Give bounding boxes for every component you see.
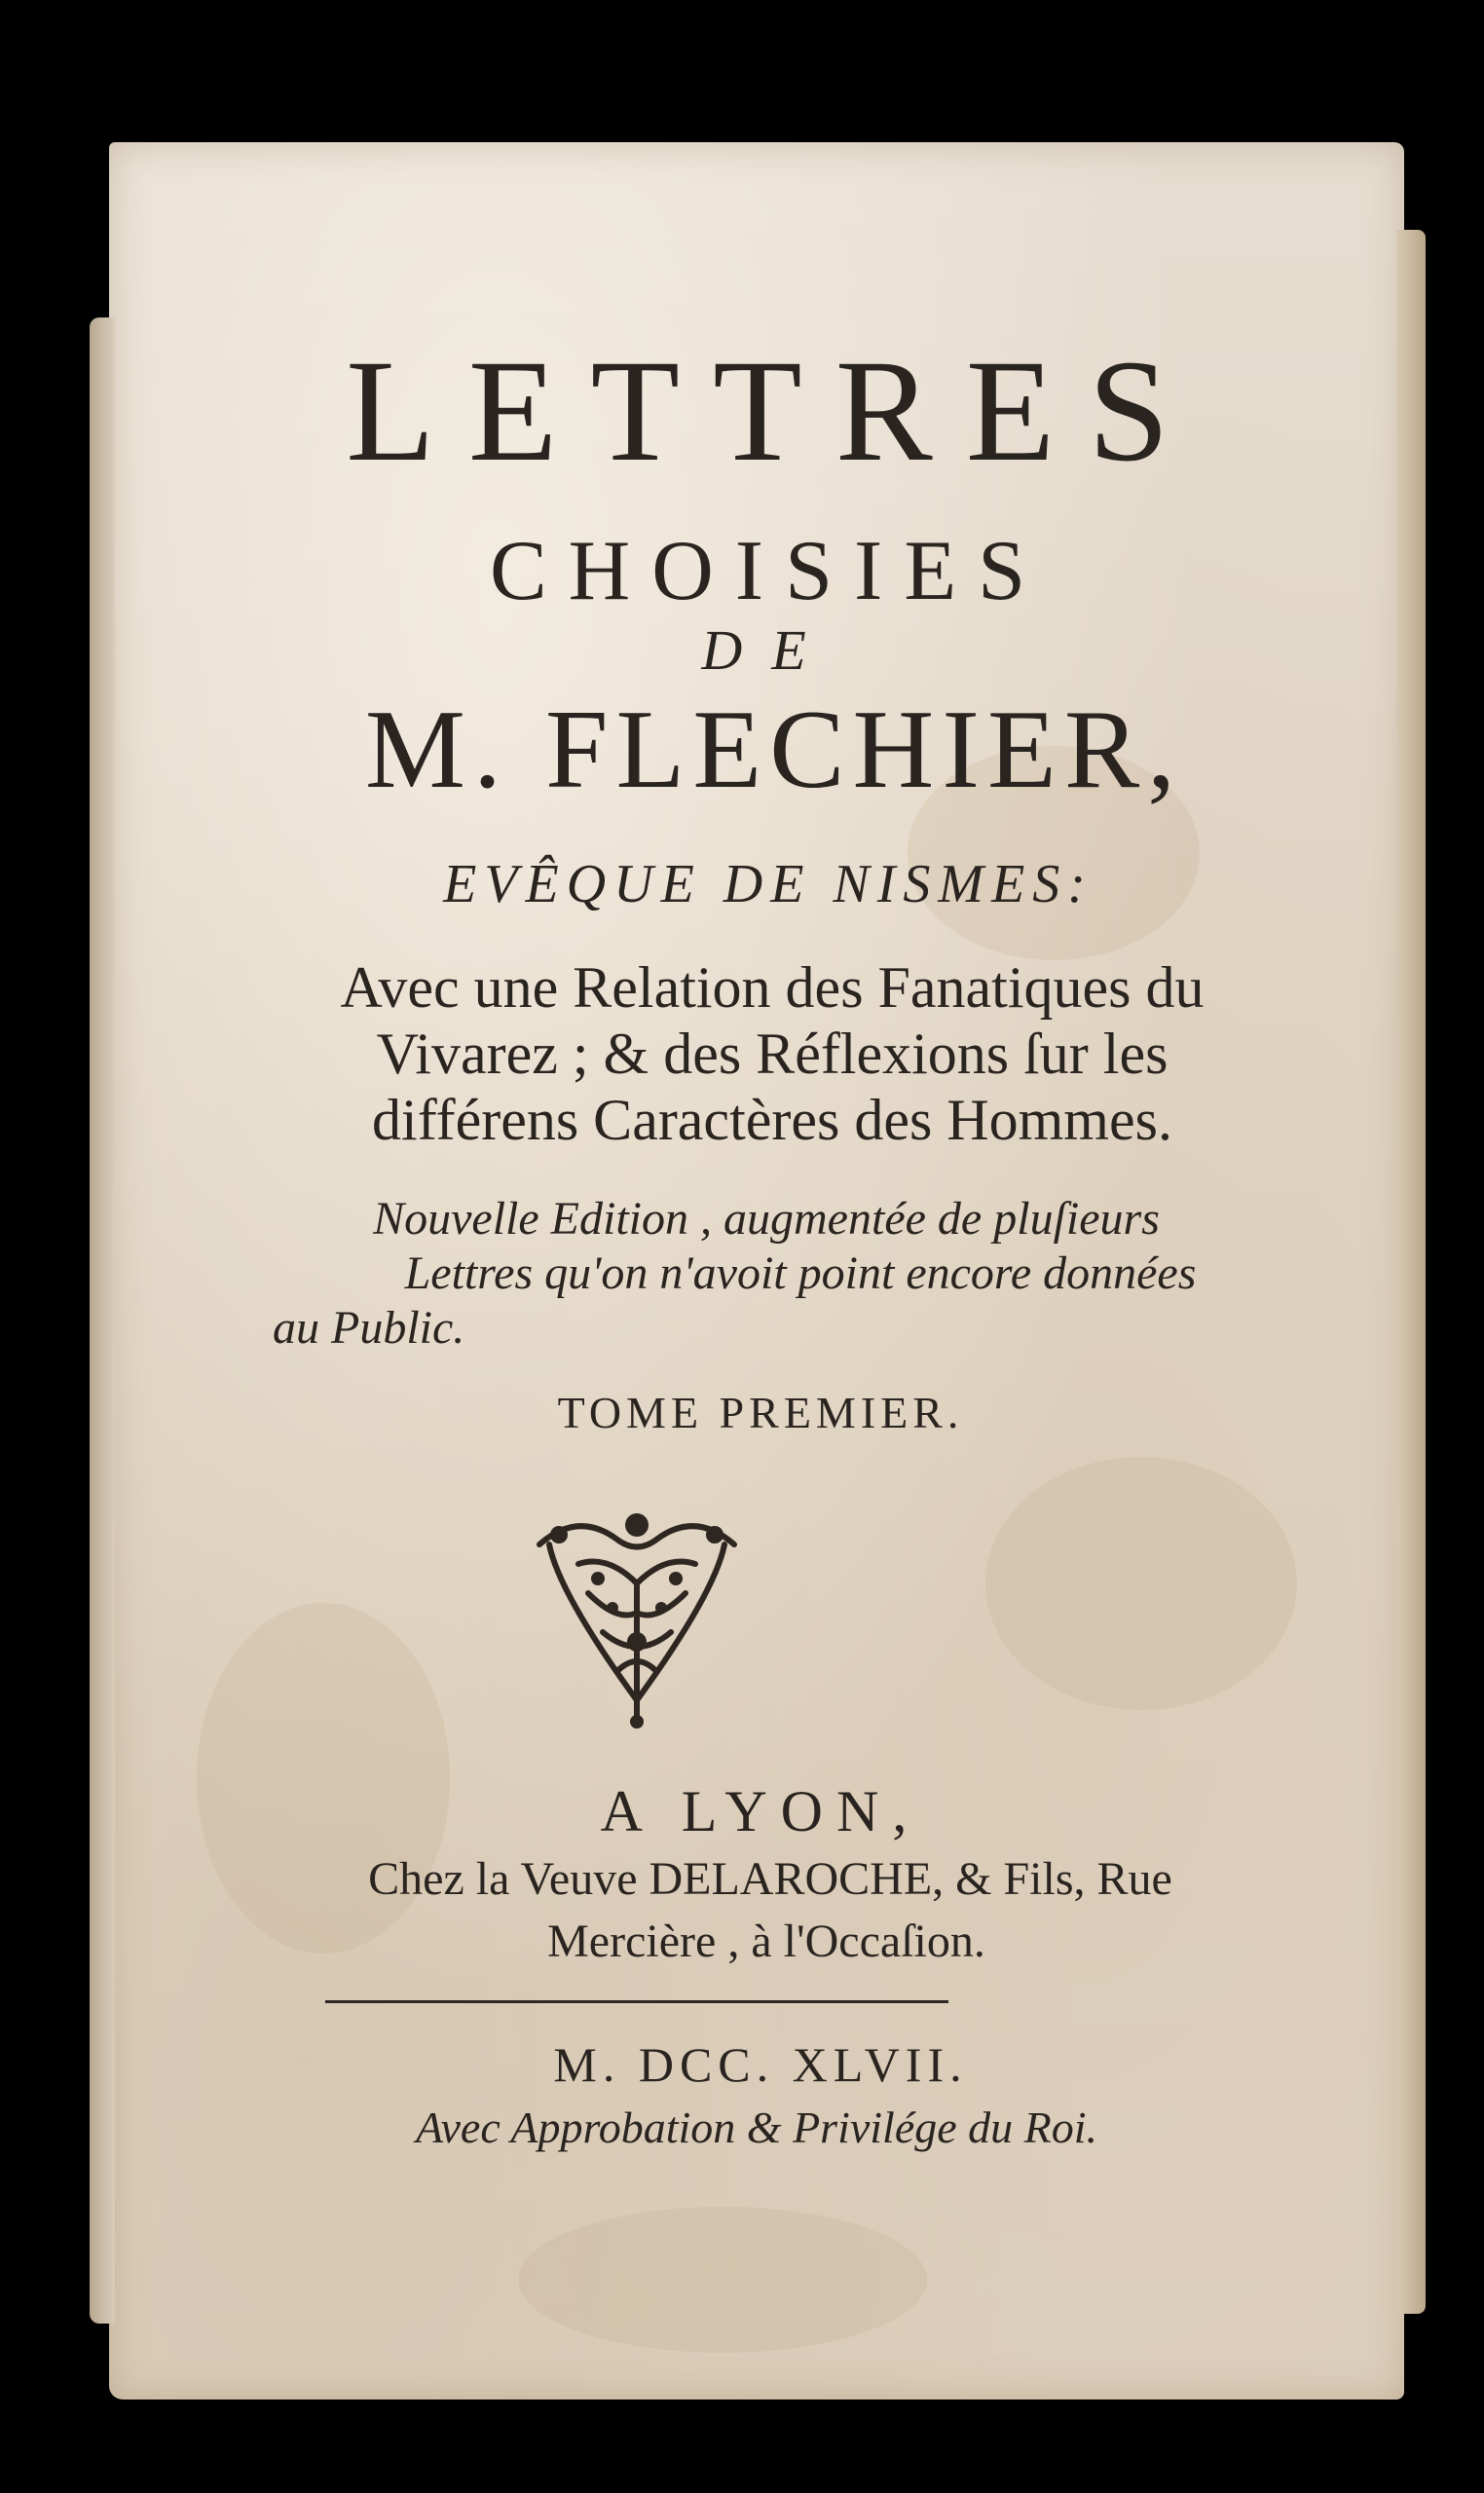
description-line: Vivarez ; & des Réflexions ſur les	[376, 1022, 1169, 1086]
edition-line: au Public.	[273, 1302, 465, 1354]
author-title: EVÊQUE DE NISMES:	[443, 854, 1094, 914]
title-page	[109, 142, 1404, 2400]
publication-date: M. DCC. XLVII.	[553, 2037, 968, 2092]
volume-label: TOME PREMIER.	[557, 1388, 964, 1437]
divider-rule	[325, 2000, 948, 2003]
approbation-note: Avec Approbation & Privilége du Roi.	[415, 2102, 1098, 2152]
fleuron-ornament-icon	[520, 1506, 754, 1730]
description-line: Avec une Relation des Fanatiques du	[340, 955, 1205, 1020]
book-subtitle: CHOISIES	[489, 524, 1048, 618]
publication-place: A LYON,	[600, 1779, 921, 1843]
title-preposition: DE	[701, 618, 835, 682]
book-title: LETTRES	[346, 330, 1203, 492]
book-description	[125, 954, 1420, 1153]
description-line: différens Caractères des Hommes.	[372, 1088, 1172, 1152]
publisher-line: Chez la Veuve DELAROCHE, & Fils, Rue	[368, 1853, 1172, 1905]
paper-stain	[985, 1457, 1297, 1710]
edition-line: Lettres qu'on n'avoit point encore données	[404, 1247, 1197, 1299]
edition-line: Nouvelle Edition , augmentée de pluſieurs	[373, 1193, 1160, 1245]
author-name: M. FLECHIER,	[364, 688, 1184, 812]
paper-stain	[518, 2207, 927, 2353]
publisher-line: Mercière , à l'Occaſion.	[547, 1916, 985, 1967]
page-binding-edge	[90, 317, 115, 2324]
edition-note	[119, 1192, 1414, 1356]
